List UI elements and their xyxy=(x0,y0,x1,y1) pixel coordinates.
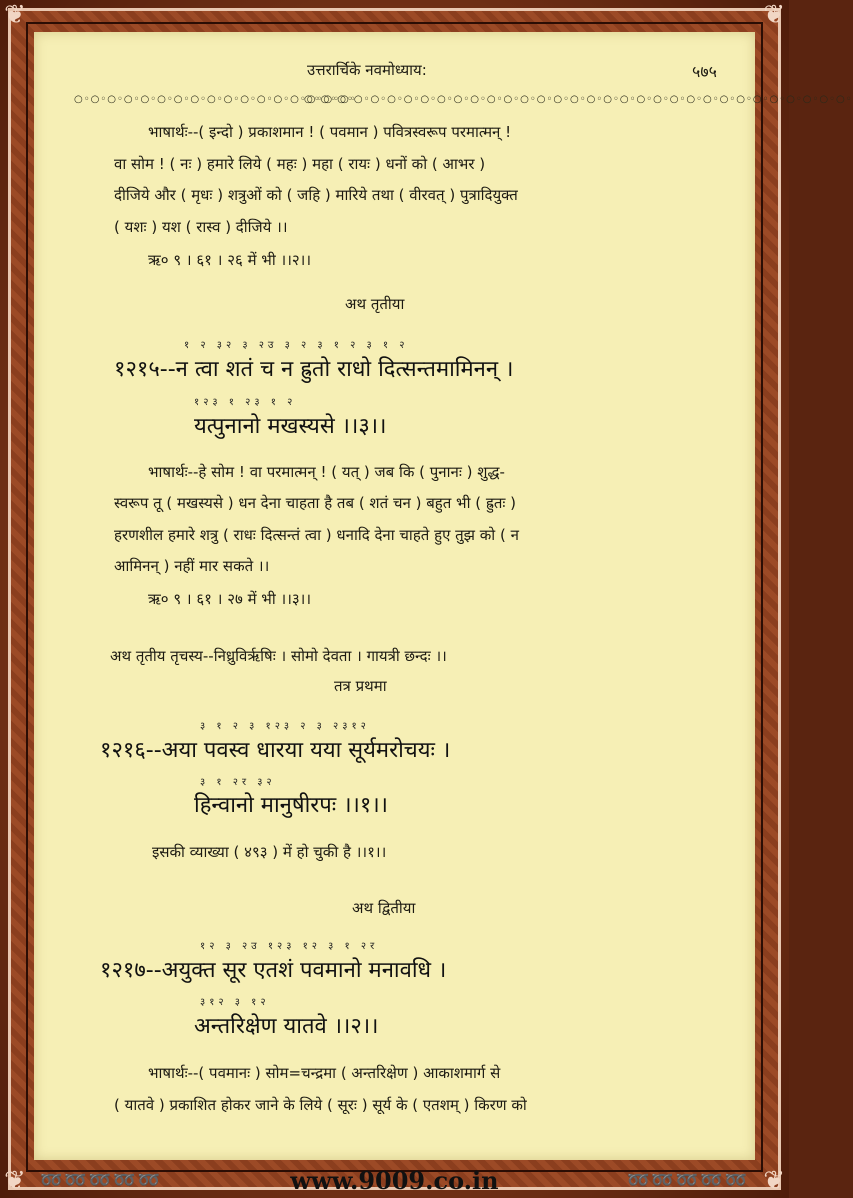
meaning-line: ( यातवे ) प्रकाशित होकर जाने के लिये ( सूरः ) सूर्य के ( एतशम् ) किरण को xyxy=(114,1096,527,1114)
accent-marks: ३१२ ३ १२ xyxy=(200,997,270,1008)
page-number: ५७५ xyxy=(692,62,717,81)
rigveda-reference: ऋ० ९ । ६१ । २६ में भी ।।२।। xyxy=(148,251,312,269)
corner-swirl-icon: ❦ xyxy=(763,1166,785,1196)
verse-line: १२१७--अयुक्त सूर एतशं पवमानो मनावधि । xyxy=(100,958,447,983)
meaning-line: वा सोम ! ( नः ) हमारे लिये ( महः ) महा ( रायः ) धनों को ( आभर ) xyxy=(114,155,486,173)
meaning-line: भाषार्थः--( पवमानः ) सोम=चन्द्रमा ( अन्तरिक्षेण ) आकाशमार्ग से xyxy=(148,1064,501,1082)
header-divider xyxy=(74,94,853,105)
accent-marks: ३ १ २र ३२ xyxy=(200,777,276,788)
meaning-line: भाषार्थः--( इन्दो ) प्रकाशमान ! ( पवमान ) पवित्रस्वरूप परमात्मन् ! xyxy=(148,123,512,141)
section-intro: अथ तृतीय तृचस्य--निध्रुविर्ऋषिः । सोमो देवता । गायत्री छन्दः ।। xyxy=(110,647,447,665)
meaning-line: भाषार्थः--हे सोम ! वा परमात्मन् ! ( यत् ) जब कि ( पुनानः ) शुद्ध- xyxy=(148,463,505,481)
footer-ornament-right: ➿➿➿➿➿ xyxy=(626,1170,749,1191)
meaning-line: स्वरूप तू ( मखस्यसे ) धन देना चाहता है तब ( शतं चन ) बहुत भी ( ह्रुतः ) xyxy=(114,494,517,512)
accent-marks: १२३ १ २३ १ २ xyxy=(194,397,297,408)
accent-marks: १ २ ३२ ३ २उ ३ २ ३ १ २ ३ १ २ xyxy=(184,340,409,351)
corner-swirl-icon: ❦ xyxy=(4,1166,26,1196)
section-heading: अथ द्वितीया xyxy=(352,899,416,917)
footer-ornament-left: ➿➿➿➿➿ xyxy=(40,1170,163,1191)
meaning-line: आमिनन् ) नहीं मार सकते ।। xyxy=(114,557,270,575)
explanation-note: इसकी व्याख्या ( ४९३ ) में हो चुकी है ।।१।। xyxy=(152,843,387,861)
chapter-title: उत्तरार्चिके नवमोध्याय: xyxy=(307,61,427,79)
verse-line: १२१६--अया पवस्व धारया यया सूर्यमरोचयः । xyxy=(100,738,451,763)
verse-line: हिन्वानो मानुषीरपः ।।१।। xyxy=(194,793,388,818)
rigveda-reference: ऋ० ९ । ६१ । २७ में भी ।।३।। xyxy=(148,590,312,608)
accent-marks: १२ ३ २उ १२३ १२ ३ १ २र xyxy=(200,941,379,952)
divider-ornament-left: ○◦○◦○◦○◦○◦○◦○◦○◦○◦○◦○◦○◦○◦○◦○◦○◦○◦ xyxy=(74,94,357,105)
page-header xyxy=(34,60,755,84)
verse-line: १२१५--न त्वा शतं च न ह्रुतो राधो दित्सन्तमामिनन् । xyxy=(114,357,514,382)
verse-line: अन्तरिक्षेण यातवे ।।२।। xyxy=(194,1014,379,1039)
website-link[interactable]: www.9009.co.in xyxy=(290,1166,499,1195)
corner-swirl-icon: ❦ xyxy=(763,0,785,30)
divider-ornament-right: ○◦○◦○◦○◦○◦○◦○◦○◦○◦○◦○◦○◦○◦○◦○◦○◦○◦○◦○◦○◦○◦○◦○◦○◦○◦○◦○◦○◦○◦○◦○◦○◦○◦ xyxy=(304,94,853,105)
section-heading: अथ तृतीया xyxy=(345,295,405,313)
section-heading: तत्र प्रथमा xyxy=(334,677,387,695)
meaning-line: हरणशील हमारे शत्रु ( राधः दित्सन्तं त्वा ) धनादि देना चाहते हुए तुझ को ( न xyxy=(114,526,519,544)
accent-marks: ३ १ २ ३ १२३ २ ३ २३१२ xyxy=(200,721,370,732)
corner-swirl-icon: ❦ xyxy=(4,0,26,30)
book-page xyxy=(34,32,853,1160)
meaning-line: ( यशः ) यश ( रास्व ) दीजिये ।। xyxy=(114,218,288,236)
meaning-line: दीजिये और ( मृधः ) शत्रुओं को ( जहि ) मारिये तथा ( वीरवत् ) पुत्रादियुक्त xyxy=(114,186,518,204)
verse-line: यत्पुनानो मखस्यसे ।।३।। xyxy=(194,414,387,439)
